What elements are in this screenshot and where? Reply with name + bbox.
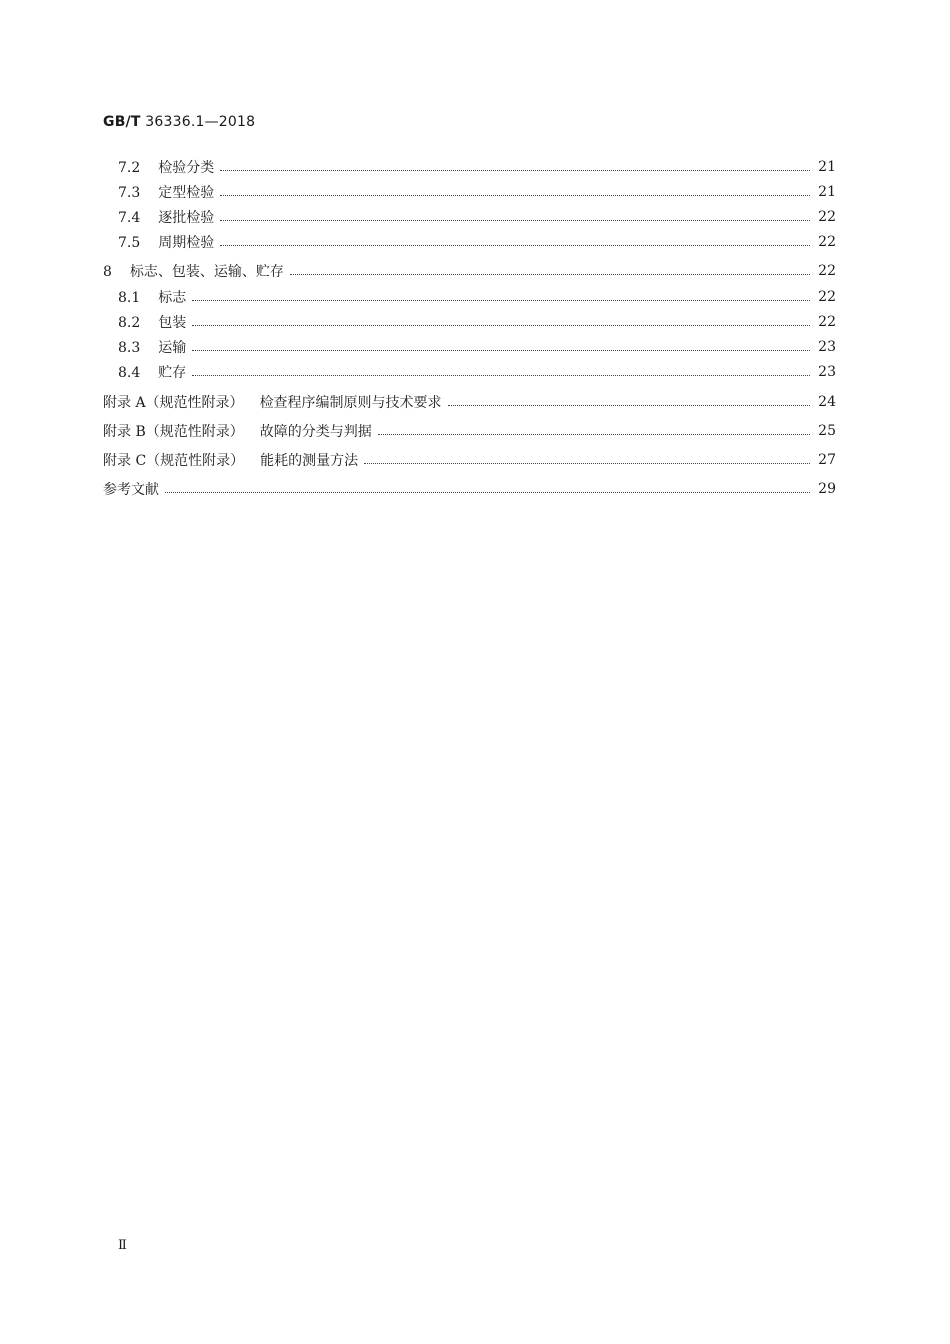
document-header	[103, 114, 255, 130]
toc-entry-label	[103, 479, 159, 499]
toc-entry[interactable]	[0, 207, 950, 227]
toc-entry-label	[103, 261, 284, 281]
toc-entry-title: 故障的分类与判据	[259, 424, 372, 440]
toc-entry-page: 23	[818, 339, 836, 355]
toc-entry-title: 逐批检验	[158, 210, 215, 226]
toc-entry-number: 8.4	[118, 365, 141, 381]
toc-entry-title: 包装	[158, 315, 187, 331]
toc-leader-dots	[290, 274, 810, 275]
standard-number: 36336.1—2018	[145, 114, 256, 130]
toc-entry-label	[118, 287, 186, 307]
toc-entry-page: 27	[818, 452, 836, 468]
toc-entry-page: 24	[818, 394, 836, 410]
toc-entry[interactable]	[0, 157, 950, 177]
toc-entry[interactable]	[0, 312, 950, 332]
toc-entry-page: 23	[818, 364, 836, 380]
toc-leader-dots	[165, 492, 810, 493]
toc-entry-title: 参考文献	[103, 482, 159, 498]
toc-entry-title: 检验分类	[158, 160, 215, 176]
toc-entry-label	[118, 207, 214, 227]
toc-entry[interactable]	[0, 182, 950, 202]
toc-entry-page: 25	[818, 423, 836, 439]
toc-entry-label	[118, 182, 214, 202]
toc-entry-label	[118, 362, 186, 382]
toc-entry-number: 8	[103, 264, 112, 280]
toc-entry[interactable]	[0, 261, 950, 281]
toc-entry[interactable]	[0, 479, 950, 499]
toc-entry[interactable]	[0, 232, 950, 252]
toc-entry-label	[118, 157, 214, 177]
toc-leader-dots	[364, 463, 810, 464]
toc-entry-title: 标志	[158, 290, 187, 306]
toc-entry[interactable]	[0, 362, 950, 382]
toc-leader-dots	[378, 434, 810, 435]
toc-leader-dots	[192, 350, 810, 351]
toc-entry-number: 7.3	[118, 185, 141, 201]
toc-entry-title: 标志、包装、运输、贮存	[129, 264, 284, 280]
toc-entry[interactable]	[0, 287, 950, 307]
toc-leader-dots	[192, 375, 810, 376]
page-number-footer: Ⅱ	[118, 1238, 127, 1253]
toc-entry-number: 附录 C（规范性附录）	[103, 453, 245, 469]
toc-entry[interactable]	[0, 392, 950, 412]
toc-entry-label	[118, 232, 214, 252]
standard-code: GB/T	[103, 114, 141, 130]
toc-entry-label	[103, 450, 358, 470]
toc-entry-page: 21	[818, 184, 836, 200]
toc-entry-number: 8.3	[118, 340, 141, 356]
toc-entry-page: 29	[818, 481, 836, 497]
toc-entry[interactable]	[0, 337, 950, 357]
toc-entry-number: 8.2	[118, 315, 141, 331]
toc-entry-number: 7.2	[118, 160, 141, 176]
toc-entry-page: 22	[818, 234, 836, 250]
toc-entry-title: 能耗的测量方法	[260, 453, 359, 469]
toc-leader-dots	[220, 195, 810, 196]
toc-entry-number: 7.5	[118, 235, 141, 251]
toc-entry[interactable]	[0, 421, 950, 441]
toc-entry-page: 22	[818, 209, 836, 225]
toc-entry-title: 定型检验	[158, 185, 215, 201]
toc-leader-dots	[448, 405, 810, 406]
toc-leader-dots	[220, 220, 810, 221]
toc-entry-label	[103, 392, 442, 412]
toc-entry-number: 附录 A（规范性附录）	[103, 395, 244, 411]
toc-entry-title: 贮存	[158, 365, 187, 381]
toc-entry-page: 22	[818, 289, 836, 305]
toc-entry[interactable]	[0, 450, 950, 470]
toc-entry-label	[118, 337, 186, 357]
toc-entry-title: 周期检验	[158, 235, 215, 251]
toc-entry-page: 21	[818, 159, 836, 175]
toc-entry-label	[103, 421, 372, 441]
toc-entry-title: 检查程序编制原则与技术要求	[259, 395, 442, 411]
toc-entry-number: 8.1	[118, 290, 141, 306]
toc-entry-label	[118, 312, 186, 332]
toc-leader-dots	[192, 300, 810, 301]
toc-leader-dots	[192, 325, 810, 326]
toc-leader-dots	[220, 245, 810, 246]
toc-entry-number: 7.4	[118, 210, 141, 226]
toc-entry-page: 22	[818, 263, 836, 279]
toc-leader-dots	[220, 170, 810, 171]
toc-entry-page: 22	[818, 314, 836, 330]
toc-entry-title: 运输	[158, 340, 187, 356]
toc-entry-number: 附录 B（规范性附录）	[103, 424, 244, 440]
